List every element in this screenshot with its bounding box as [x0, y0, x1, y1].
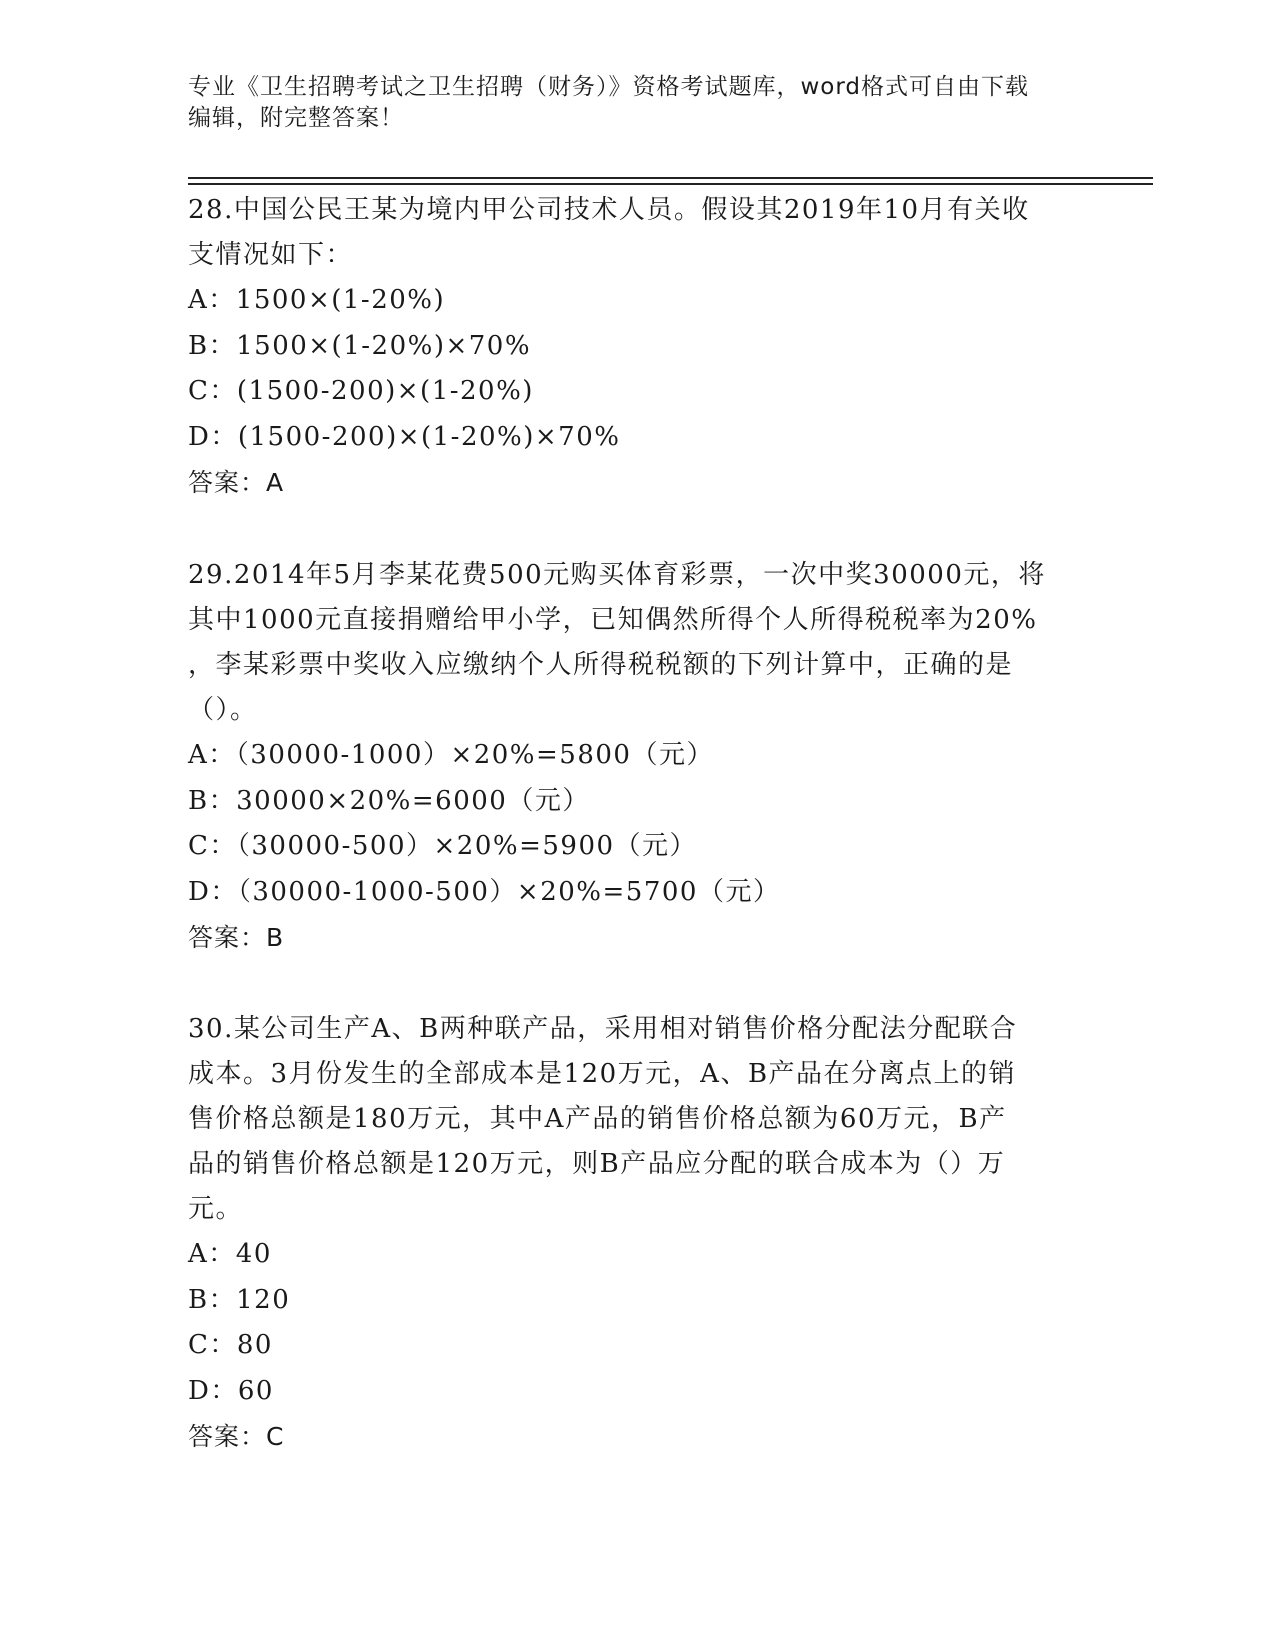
question-29-option-c: C：（30000-500）×20%=5900（元） [188, 831, 698, 861]
header-line-1: 专业《卫生招聘考试之卫生招聘（财务）》资格考试题库，word格式可自由下载 [188, 74, 1030, 100]
question-28-option-a: A：1500×(1-20%) [188, 285, 446, 315]
question-29-option-b: B：30000×20%=6000（元） [188, 785, 590, 816]
question-28-text-line-1: 28.中国公民王某为境内甲公司技术人员。假设其2019年10月有关收 [188, 195, 1030, 225]
header-line-2: 编辑，附完整答案！ [188, 105, 404, 131]
question-30-text-line-1: 30.某公司生产A、B两种联产品，采用相对销售价格分配法分配联合 [188, 1014, 1018, 1044]
question-29 [188, 553, 1088, 960]
question-30 [188, 1007, 1088, 1459]
question-29-text-line-1: 29.2014年5月李某花费500元购买体育彩票，一次中奖30000元，将 [188, 560, 1046, 590]
question-28 [188, 188, 1088, 505]
header-divider-top [188, 177, 1153, 179]
question-30-option-a: A：40 [188, 1239, 272, 1269]
question-30-option-d: D：60 [188, 1375, 274, 1406]
question-29-answer: 答案：B [188, 923, 285, 952]
question-28-text-line-2: 支情况如下： [188, 240, 354, 270]
question-30-option-b: B：120 [188, 1284, 291, 1315]
question-30-text-line-2: 成本。3月份发生的全部成本是120万元，A、B产品在分离点上的销 [188, 1059, 1017, 1089]
question-29-text-line-2: 其中1000元直接捐赠给甲小学，已知偶然所得个人所得税税率为20% [188, 605, 1038, 635]
question-28-option-b: B：1500×(1-20%)×70% [188, 330, 532, 361]
question-30-text-line-4: 品的销售价格总额是120万元，则B产品应分配的联合成本为（）万 [188, 1149, 1006, 1179]
question-30-text-line-3: 售价格总额是180万元，其中A产品的销售价格总额为60万元，B产 [188, 1104, 1007, 1134]
document-header [188, 72, 1078, 134]
question-29-text-line-4: （）。 [188, 695, 258, 725]
question-30-text-line-5: 元。 [188, 1194, 244, 1224]
question-28-option-c: C：(1500-200)×(1-20%) [188, 376, 534, 406]
question-29-text-line-3: ，李某彩票中奖收入应缴纳个人所得税税额的下列计算中，正确的是 [188, 650, 1014, 680]
question-29-option-a: A：（30000-1000）×20%=5800（元） [188, 740, 714, 770]
header-divider-bottom [188, 183, 1153, 185]
question-28-option-d: D：(1500-200)×(1-20%)×70% [188, 421, 621, 452]
question-29-option-d: D：（30000-1000-500）×20%=5700（元） [188, 876, 781, 907]
question-30-answer: 答案：C [188, 1422, 285, 1451]
question-30-option-c: C：80 [188, 1330, 273, 1360]
question-28-answer: 答案：A [188, 468, 285, 497]
